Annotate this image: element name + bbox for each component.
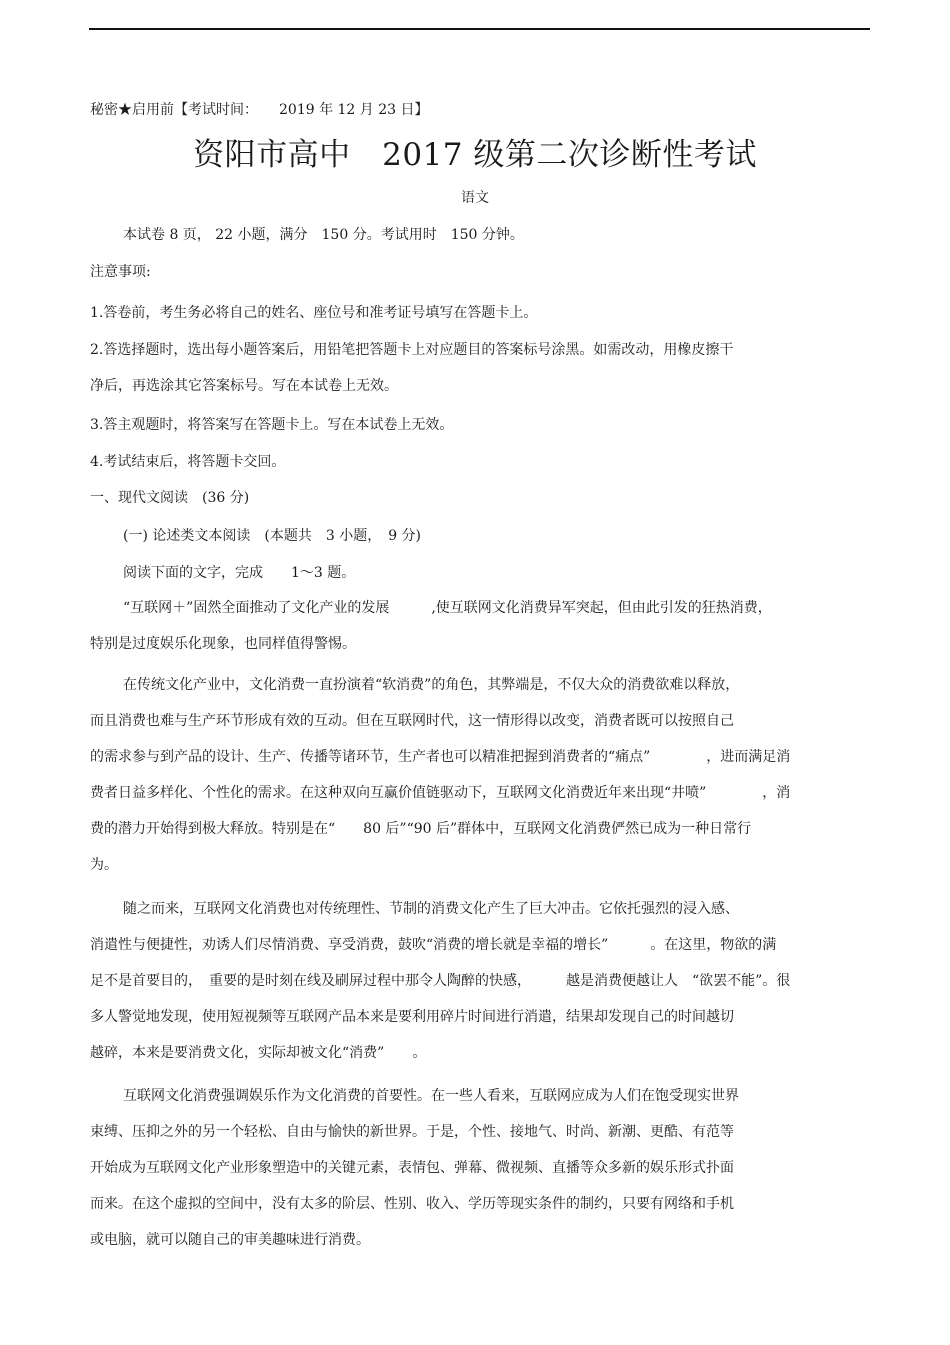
passage-line: 而且消费也难与生产环节形成有效的互动。但在互联网时代，这一情形得以改变，消费者既可以按照自己: [90, 713, 734, 729]
note-item: 净后，再选涂其它答案标号。写在本试卷上无效。: [90, 378, 398, 394]
passage-line: 开始成为互联网文化产业形象塑造中的关键元素，表情包、弹幕、微视频、直播等众多新的娱乐形式扑面: [90, 1160, 734, 1176]
passage-line: 随之而来，互联网文化消费也对传统理性、节制的消费文化产生了巨大冲击。它依托强烈的浸入感、: [123, 901, 739, 917]
reading-instruction: 阅读下面的文字，完成 1～3 题。: [123, 565, 356, 581]
note-item: 1.答卷前，考生务必将自己的姓名、座位号和准考证号填写在答题卡上。: [90, 305, 538, 321]
notes-heading: 注意事项:: [90, 264, 151, 280]
section-heading: 一、现代文阅读 (36 分): [90, 490, 250, 506]
passage-paragraph: [90, 590, 865, 662]
passage-line: 消遣性与便捷性，劝诱人们尽情消费、享受消费，鼓吹“消费的增长就是幸福的增长” 。在这里，物欲的满: [90, 937, 777, 953]
exam-info: 本试卷 8 页， 22 小题，满分 150 分。考试用时 150 分钟。: [123, 227, 524, 243]
passage-line: 的需求参与到产品的设计、生产、传播等诸环节，生产者也可以精准把握到消费者的“痛点” ，进而满足消: [90, 749, 791, 765]
passage-paragraph: [90, 667, 865, 883]
passage-line: 在传统文化产业中，文化消费一直扮演着“软消费”的角色，其弊端是，不仅大众的消费欲难以释放，: [123, 677, 740, 693]
passage-line: 越碎，本来是要消费文化，实际却被文化“消费” 。: [90, 1045, 427, 1061]
passage-line: 费者日益多样化、个性化的需求。在这种双向互赢价值链驱动下，互联网文化消费近年来出现“井喷” ，消: [90, 785, 791, 801]
note-item: 2.答选择题时，选出每小题答案后，用铅笔把答题卡上对应题目的答案标号涂黑。如需改动，用橡皮擦干: [90, 342, 734, 358]
passage-line: “互联网＋”固然全面推动了文化产业的发展 ,使互联网文化消费异军突起，但由此引发的狂热消费，: [123, 600, 772, 616]
page-title: 资阳市高中 2017 级第二次诊断性考试: [193, 137, 757, 173]
passage-paragraph: [90, 891, 865, 1071]
passage-line: 特别是过度娱乐化现象，也同样值得警惕。: [90, 636, 356, 652]
passage-line: 或电脑，就可以随自己的审美趣味进行消费。: [90, 1232, 370, 1248]
passage-line: 多人警觉地发现，使用短视频等互联网产品本来是要利用碎片时间进行消遣，结果却发现自己的时间越切: [90, 1009, 734, 1025]
top-rule: [89, 28, 870, 30]
note-item: 4.考试结束后，将答题卡交回。: [90, 454, 286, 470]
passage-line: 束缚、压抑之外的另一个轻松、自由与愉快的新世界。于是，个性、接地气、时尚、新潮、更酷、有范等: [90, 1124, 734, 1140]
subject-label: 语文: [461, 190, 489, 206]
passage-line: 足不是首要目的， 重要的是时刻在线及刷屏过程中那令人陶醉的快感， 越是消费便越让人 “欲罢不能”。很: [90, 973, 791, 989]
passage-line: 费的潜力开始得到极大释放。特别是在“ 80 后”“90 后”群体中，互联网文化消费俨然已成为一种日常行: [90, 821, 752, 837]
note-item: 3.答主观题时，将答案写在答题卡上。写在本试卷上无效。: [90, 417, 454, 433]
sub-section-heading: (一) 论述类文本阅读 (本题共 3 小题， 9 分): [123, 528, 422, 544]
confidential-line: 秘密★启用前【考试时间： 2019 年 12 月 23 日】: [90, 102, 429, 118]
passage-line: 而来。在这个虚拟的空间中，没有太多的阶层、性别、收入、学历等现实条件的制约，只要有网络和手机: [90, 1196, 734, 1212]
passage-line: 互联网文化消费强调娱乐作为文化消费的首要性。在一些人看来，互联网应成为人们在饱受现实世界: [123, 1088, 739, 1104]
passage-paragraph: [90, 1078, 865, 1258]
passage-line: 为。: [90, 857, 118, 873]
